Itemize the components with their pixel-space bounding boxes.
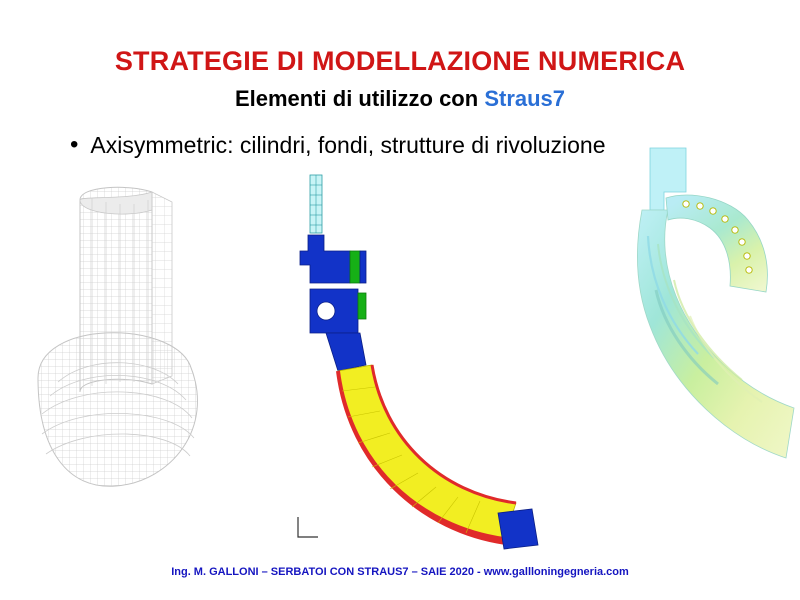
axisymmetric-section-mesh bbox=[280, 165, 600, 555]
bullet-marker: • bbox=[70, 131, 79, 158]
contour-result-svg bbox=[590, 140, 800, 500]
axisymmetric-contour-result bbox=[590, 140, 800, 500]
grey-mesh-svg bbox=[20, 170, 280, 510]
section-mesh-svg bbox=[280, 165, 600, 555]
axis-origin-icon bbox=[298, 517, 318, 537]
footer-credit: Ing. M. GALLONI – SERBATOI CON STRAUS7 – SAIE 2020 - www.gallloningegneria.com bbox=[171, 566, 629, 578]
cyan-column bbox=[310, 175, 322, 233]
figure-area bbox=[0, 170, 800, 560]
page-title: STRATEGIE DI MODELLAZIONE NUMERICA bbox=[114, 46, 686, 76]
bullet-item-label: Axisymmetric: cilindri, fondi, strutture di rivoluzione bbox=[90, 132, 606, 158]
axisymmetric-grey-tank-mesh bbox=[20, 170, 280, 510]
subtitle-accent-text: Straus7 bbox=[484, 86, 566, 111]
subtitle-main-text: Elementi di utilizzo con bbox=[234, 86, 485, 111]
page-subtitle bbox=[0, 86, 800, 112]
